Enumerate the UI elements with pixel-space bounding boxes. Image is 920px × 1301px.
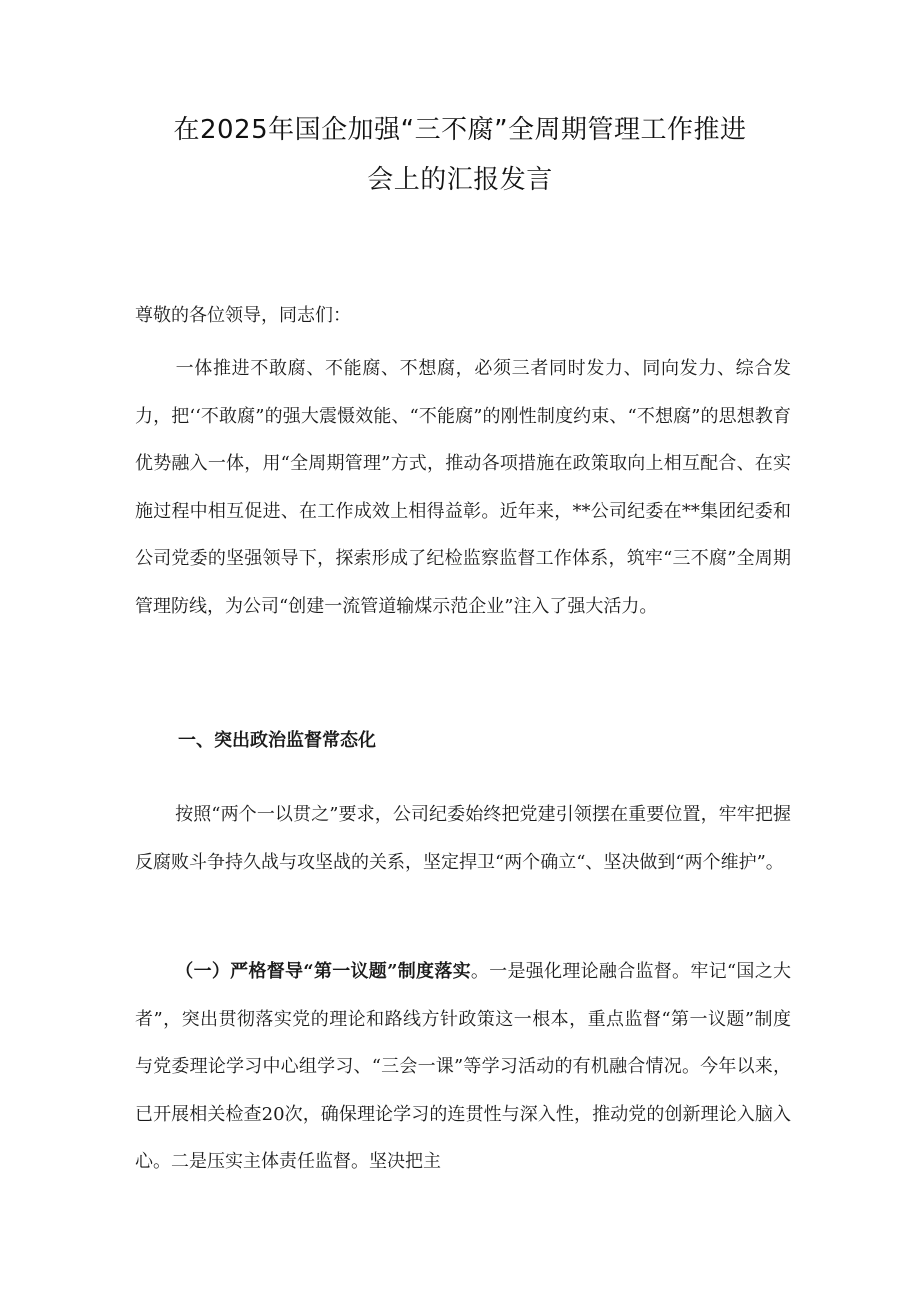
paragraph-intro-text: 一体推进不敢腐、不能腐、不想腐，必须三者同时发力、同向发力、综合发力，把‘‘不敢腐”的强大震慑效能、“不能腐”的刚性制度约束、“不想腐”的思想教育优势融入一体，用“全周期管理”方式，推动各项措施在政策取向上相互配合、在实施过程中相互促进、在工作成效上相得益彰。近年来，**公司纪委在**集团纪委和公司党委的坚强领导下，探索形成了纪检监察监督工作体系，筑牢“三不腐”全周期管理防线，为公司“创建一流管道输煤示范企业”注入了强大活力。 bbox=[135, 358, 791, 617]
salutation-text: 尊敬的各位领导，同志们： bbox=[135, 305, 351, 326]
paragraph-section-1-text: 按照“两个一以贯之”要求，公司纪委始终把党建引领摆在重要位置，牢牢把握反腐败斗争持久战与攻坚战的关系，坚定捍卫“两个确立“、坚决做到“两个维护”。 bbox=[135, 804, 791, 873]
paragraph-subsection-1-text: 。一是强化理论融合监督。牢记“国之大者”，突出贯彻落实党的理论和路线方针政策这一根本，重点监督“第一议题”制度与党委理论学习中心组学习、“三会一课”等学习活动的有机融合情况。今年以来，已开展相关检查20次，确保理论学习的连贯性与深入性，推动党的创新理论入脑入心。二是压实主体责任监督。坚决把主 bbox=[135, 961, 791, 1172]
paragraph-section-1 bbox=[135, 791, 791, 886]
paragraph-intro bbox=[135, 345, 791, 630]
section-heading-1: 一、突出政治监督常态化 bbox=[178, 730, 376, 751]
document-title-line-2: 会上的汇报发言 bbox=[367, 165, 553, 195]
subsection-heading-1: （一）严格督导“第一议题”制度落实 bbox=[175, 961, 471, 982]
salutation bbox=[135, 292, 791, 340]
document-title-line-1: 在2025年国企加强“三不腐”全周期管理工作推进 bbox=[173, 115, 747, 145]
paragraph-subsection-1 bbox=[135, 948, 791, 1186]
